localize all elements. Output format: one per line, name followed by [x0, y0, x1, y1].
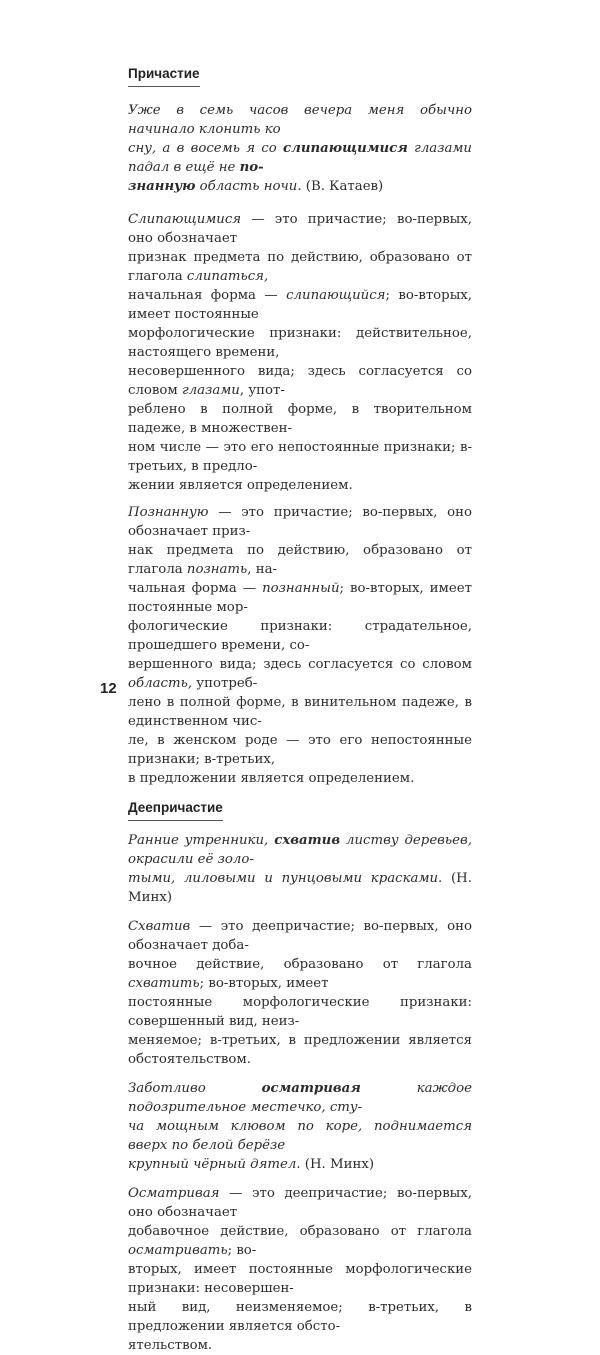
- example-sentence-gerund: Заботливо осматривая каждое подозрительное местечко, сту- ча мощным клювом по коре, поднимается вверх по белой берёзе крупный чёрный дятел. (Н. Минх): [128, 1081, 472, 1172]
- example-sentence-gerund: Ранние утренники, схватив листву деревьев, окрасили её золо- тыми, лиловыми и пунцовыми красками. (Н. Минх): [128, 833, 472, 905]
- quote-author: (Н. Минх): [128, 871, 472, 905]
- analysis-paragraph: Познанную — это причастие; во-первых, оно обозначает приз- нак предмета по действию, образовано от глагола познать, на- чальная форма — познанный; во-вторых, имеет постоянные мор- фологические признаки: страдательное, прошедшего времени, со- вершенного вида; здесь согласуется со словом область, употреб- лено в полной форме, в винительном падеже, в единственном чис- ле, в женском роде — это его непостоянные признаки; в-третьих, в предложении является определением.: [128, 505, 472, 786]
- quote-author: (Н. Минх): [300, 1157, 375, 1172]
- example-sentence-participle: Уже в семь часов вечера меня обычно начинало клонить ко сну, а в восемь я со слипающимися глазами падал в ещё не по- знанную область ночи. (В. Катаев): [128, 103, 472, 194]
- analysis-paragraph: Слипающимися — это причастие; во-первых, оно обозначает признак предмета по действию, образовано от глагола слипаться, начальная форма — слипающийся; во-вторых, имеет постоянные морфологические признаки: действительное, настоящего времени, несовершенного вида; здесь согласуется со словом глазами, упот- реблено в полной форме, в творительном падеже, в множествен- ном числе — это его непостоянные признаки; в-третьих, в предло- жении является определением.: [128, 212, 473, 493]
- page-number: 12: [100, 680, 117, 697]
- highlighted-word: схватив: [274, 833, 341, 848]
- highlighted-word: знанную: [128, 179, 196, 194]
- highlighted-word: слипающимися: [283, 141, 408, 156]
- section-heading-participle: Причастие: [128, 64, 200, 87]
- quote-author: (В. Катаев): [301, 179, 384, 194]
- page-content: [128, 56, 472, 1355]
- highlighted-word: по-: [239, 160, 264, 175]
- analysis-paragraph: Схватив — это деепричастие; во-первых, оно обозначает доба- вочное действие, образовано от глагола схватить; во-вторых, имеет постоянные морфологические признаки: совершенный вид, неиз- меняемое; в-третьих, в предложении является обстоятельством.: [128, 919, 472, 1067]
- highlighted-word: осматривая: [261, 1081, 361, 1096]
- section-heading-gerund: Деепричастие: [128, 798, 223, 821]
- analysis-paragraph: Осматривая — это деепричастие; во-первых, оно обозначает добавочное действие, образовано от глагола осматривать; во- вторых, имеет постоянные морфологические признаки: несовершен- ный вид, неизменяемое; в-третьих, в предложении является обсто- ятельством.: [128, 1186, 472, 1353]
